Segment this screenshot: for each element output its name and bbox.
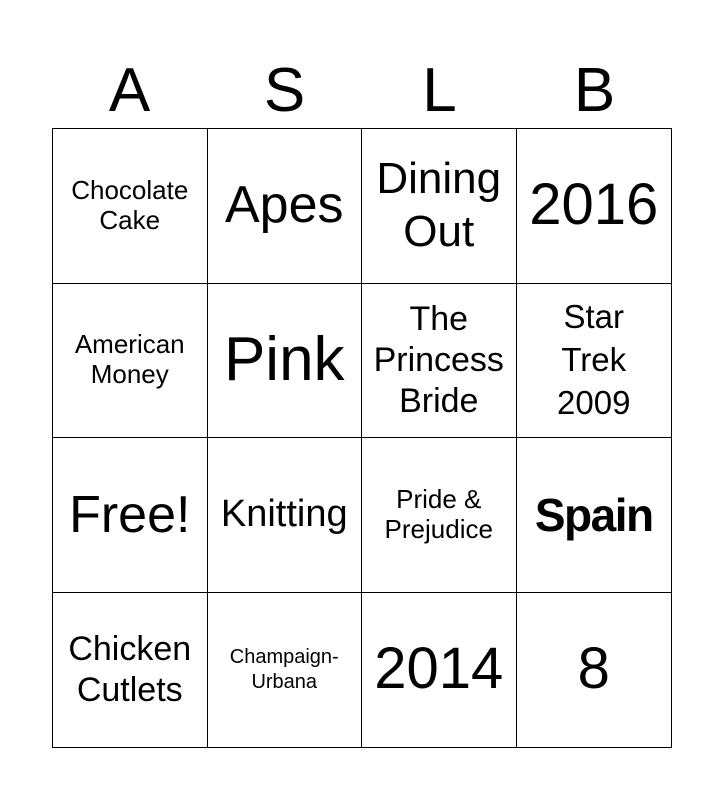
bingo-cell-label: American Money — [74, 329, 185, 390]
bingo-cell[interactable] — [53, 129, 208, 284]
bingo-cell[interactable] — [53, 593, 208, 748]
bingo-cell-label: Champaign- Urbana — [229, 645, 339, 693]
bingo-header — [52, 52, 672, 128]
bingo-cell[interactable] — [53, 284, 208, 439]
bingo-cell[interactable] — [362, 438, 517, 593]
bingo-cell[interactable] — [53, 438, 208, 593]
bingo-cell[interactable] — [517, 593, 672, 748]
bingo-cell-label: Dining Out — [376, 153, 502, 256]
bingo-cell[interactable] — [517, 438, 672, 593]
bingo-cell[interactable] — [208, 438, 363, 593]
bingo-cell-label: Chocolate Cake — [71, 174, 189, 235]
bingo-cell-label: Pride & Prejudice — [384, 483, 493, 544]
bingo-cell-label: Pink — [223, 325, 345, 395]
bingo-cell[interactable] — [208, 129, 363, 284]
bingo-cell[interactable] — [208, 593, 363, 748]
bingo-cell-label: Free! — [69, 485, 191, 544]
bingo-board — [52, 128, 672, 748]
bingo-cell-label: 8 — [577, 636, 610, 702]
bingo-cell[interactable] — [362, 593, 517, 748]
bingo-cell[interactable] — [362, 284, 517, 439]
header-letter-l: L — [422, 56, 457, 125]
bingo-cell-label: The Princess Bride — [373, 300, 504, 420]
bingo-cell-label: Star Trek 2009 — [557, 297, 631, 421]
bingo-cell-label: Chicken Cutlets — [68, 629, 192, 709]
bingo-cell-label: Spain — [534, 488, 653, 541]
bingo-cell-label: Apes — [224, 176, 344, 235]
bingo-cell-label: 2016 — [529, 172, 659, 238]
bingo-cell-label: Knitting — [220, 492, 348, 535]
header-letter-s: S — [263, 56, 306, 125]
bingo-cell[interactable] — [362, 129, 517, 284]
bingo-cell[interactable] — [517, 284, 672, 439]
header-letter-a: A — [108, 56, 151, 125]
bingo-cell[interactable] — [208, 284, 363, 439]
header-letter-b: B — [573, 56, 616, 125]
bingo-cell-label: 2014 — [374, 636, 504, 702]
bingo-cell[interactable] — [517, 129, 672, 284]
